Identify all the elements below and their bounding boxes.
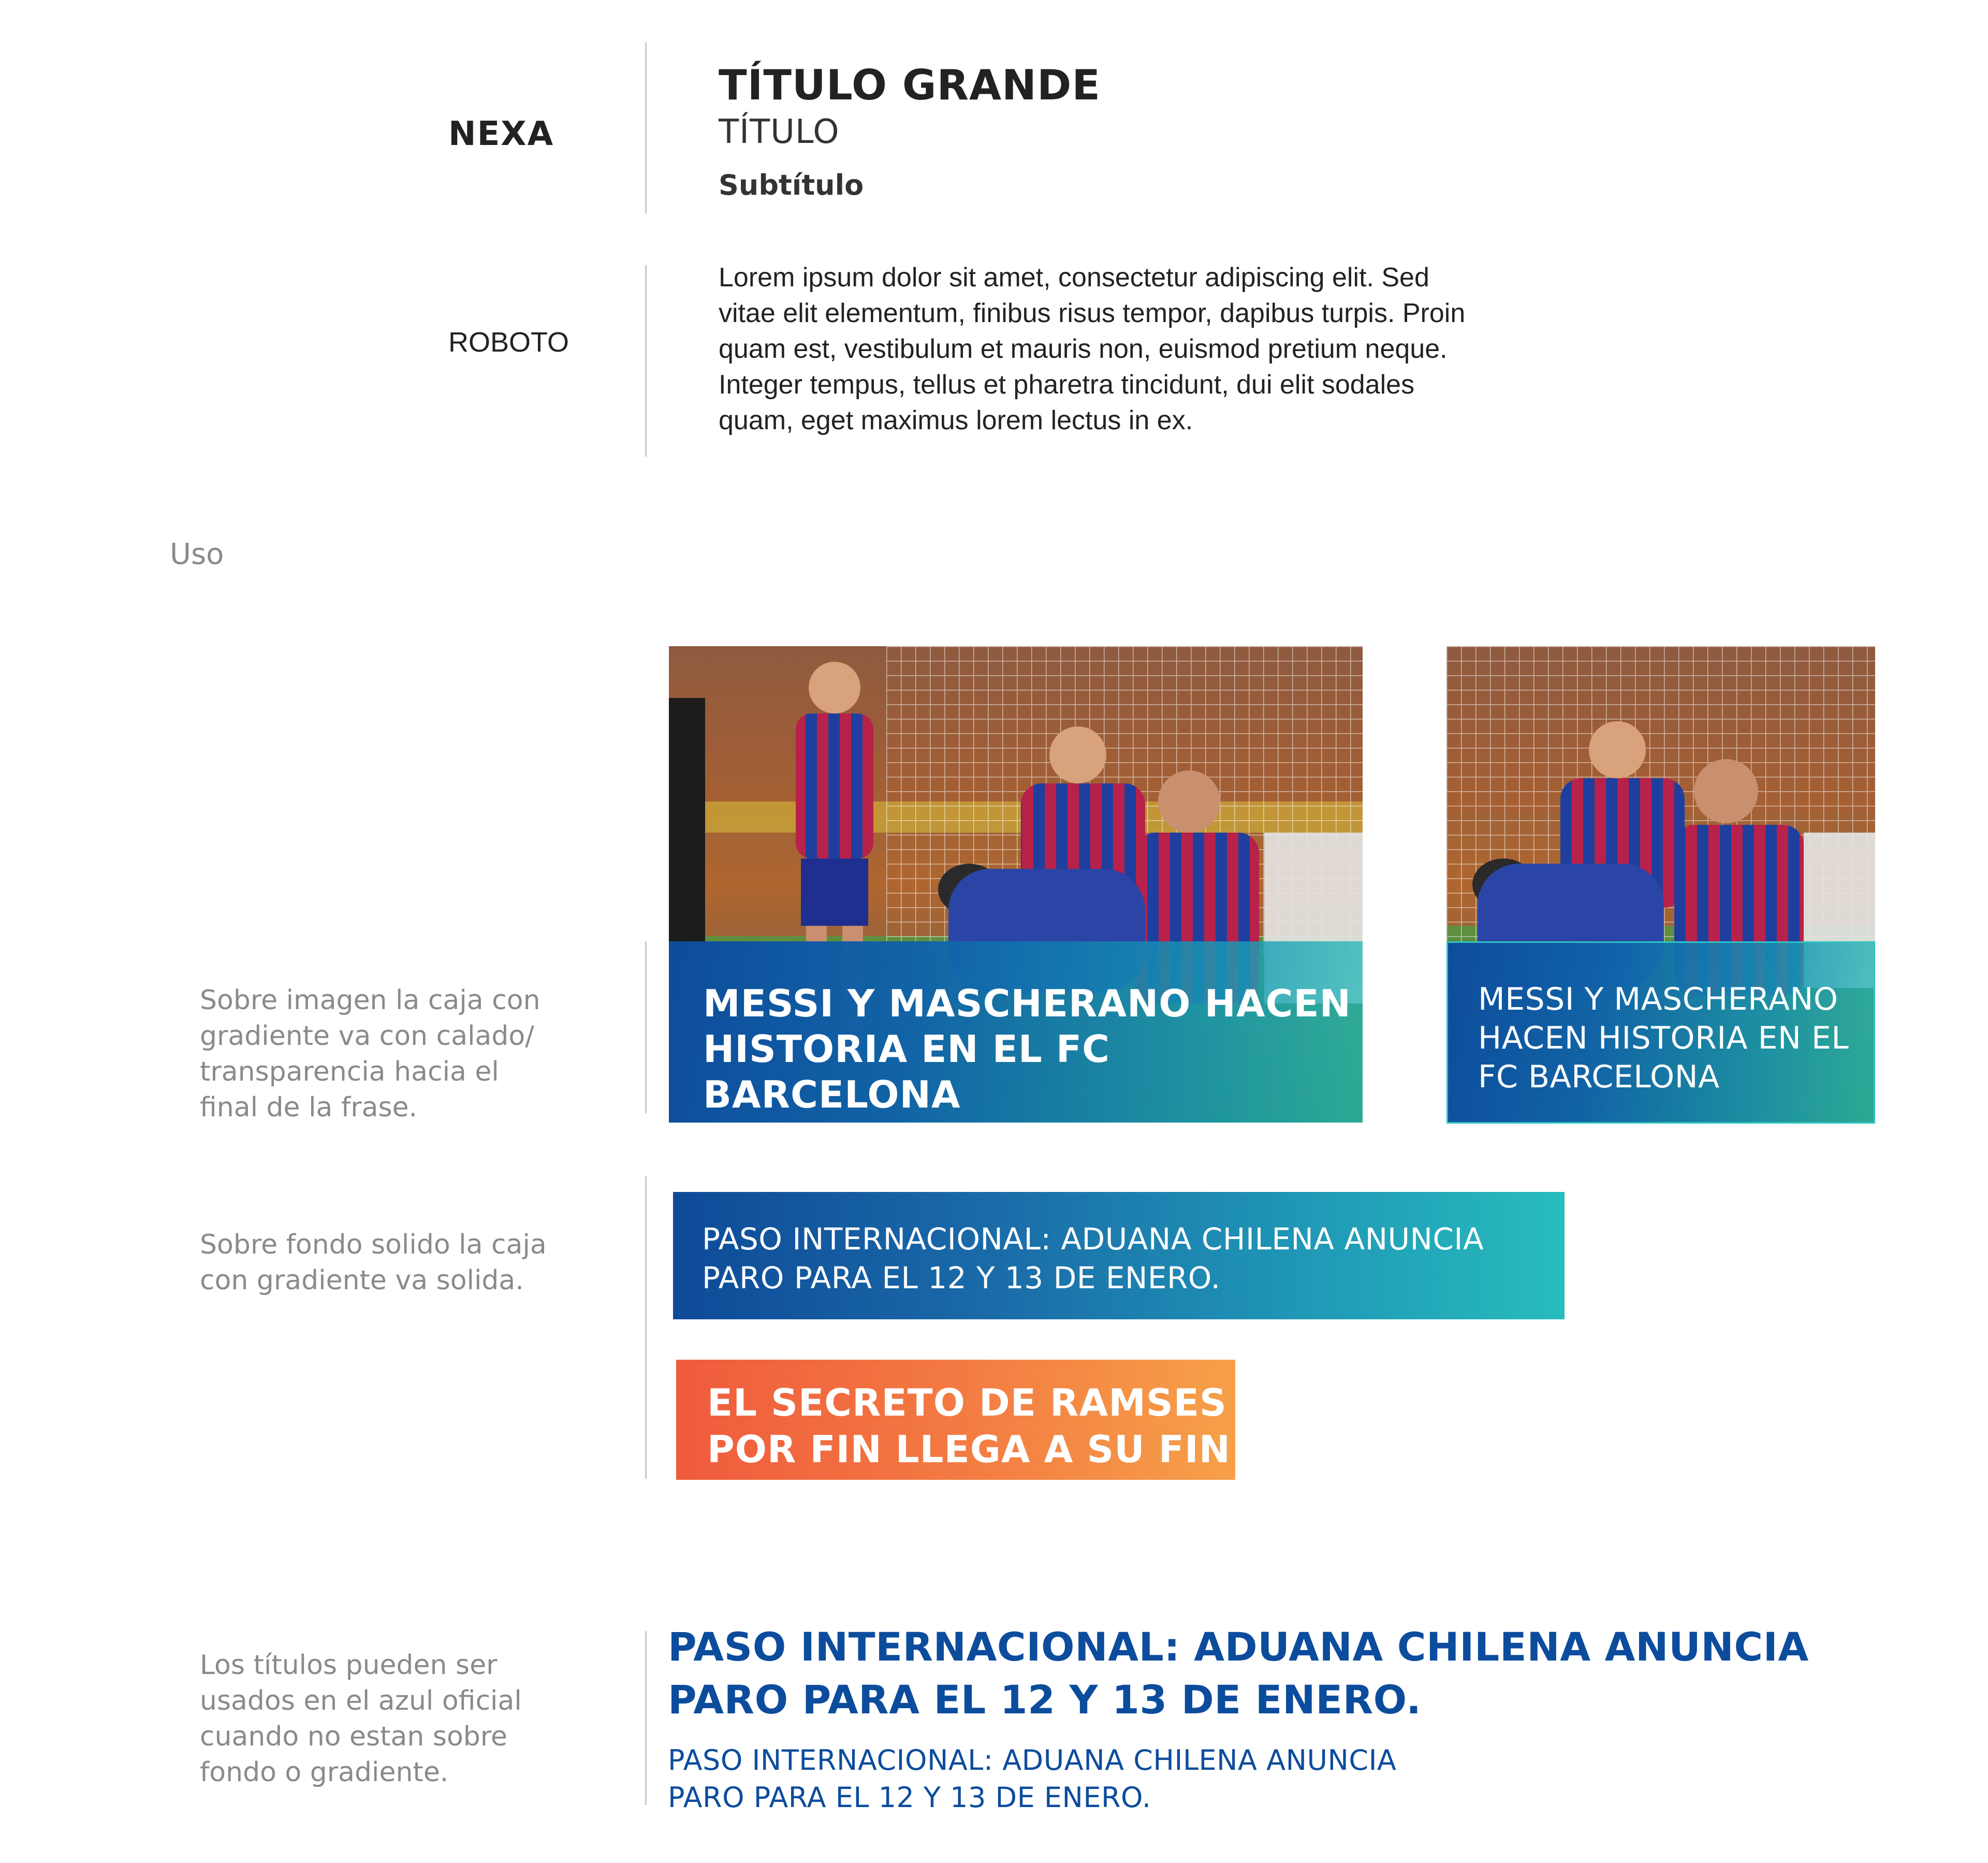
title-line: PARO PARA EL 12 Y 13 DE ENERO.	[668, 1781, 1151, 1814]
sample-titulo-grande: TÍTULO GRANDE	[719, 61, 1101, 109]
official-blue-title-small	[668, 1742, 1397, 1816]
headline-box-orange	[676, 1360, 1235, 1480]
body-line: vitae elit elementum, finibus risus tempor, dapibus turpis. Proin	[719, 298, 1466, 328]
nexa-font-label: NEXA	[448, 115, 554, 153]
headline-line: PARO PARA EL 12 Y 13 DE ENERO.	[702, 1260, 1221, 1296]
headline-line: PASO INTERNACIONAL: ADUANA CHILENA ANUNCIA	[702, 1221, 1484, 1257]
body-line: Lorem ipsum dolor sit amet, consectetur adipiscing elit. Sed	[719, 263, 1429, 293]
note-line: fondo o gradiente.	[200, 1757, 449, 1788]
title-line: PARO PARA EL 12 Y 13 DE ENERO.	[668, 1677, 1422, 1723]
solid-box-note	[200, 1227, 547, 1299]
official-blue-title-large	[668, 1621, 1809, 1726]
headline-line: POR FIN LLEGA A SU FIN	[707, 1428, 1231, 1471]
note-line: con gradiente va solida.	[200, 1265, 524, 1296]
sample-titulo: TÍTULO	[719, 113, 840, 151]
title-line: PASO INTERNACIONAL: ADUANA CHILENA ANUNCIA	[668, 1624, 1809, 1670]
roboto-font-label: ROBOTO	[448, 327, 569, 358]
body-line: quam, eget maximus lorem lectus in ex.	[719, 405, 1193, 435]
headline-line: FC BARCELONA	[1478, 1059, 1720, 1095]
body-line: Integer tempus, tellus et pharetra tincidunt, dui elit sodales	[719, 370, 1415, 400]
note-line: cuando no estan sobre	[200, 1721, 507, 1752]
image-box-note	[200, 983, 540, 1126]
note-line: Sobre imagen la caja con	[200, 985, 540, 1016]
nexa-divider	[645, 42, 647, 213]
headline-line: MESSI Y MASCHERANO HACEN	[703, 982, 1351, 1025]
note-line: gradiente va con calado/	[200, 1021, 534, 1052]
sample-subtitulo: Subtítulo	[719, 169, 864, 201]
roboto-body-sample	[719, 260, 1465, 439]
headline-box-square	[1446, 941, 1875, 1124]
note-line: usados en el azul oficial	[200, 1685, 522, 1716]
note-line: Los títulos pueden ser	[200, 1650, 498, 1681]
official-blue-note	[200, 1648, 522, 1791]
solid-note-divider	[645, 1176, 647, 1479]
title-line: PASO INTERNACIONAL: ADUANA CHILENA ANUNCIA	[668, 1744, 1397, 1777]
note-line: transparencia hacia el	[200, 1056, 499, 1087]
image-note-divider	[645, 941, 647, 1113]
headline-line: HACEN HISTORIA EN EL	[1478, 1020, 1849, 1056]
roboto-divider	[645, 265, 647, 457]
note-line: Sobre fondo solido la caja	[200, 1229, 547, 1260]
headline-line: EL SECRETO DE RAMSES	[707, 1381, 1227, 1424]
usage-heading: Uso	[170, 537, 224, 571]
official-blue-divider	[645, 1631, 647, 1805]
headline-line: HISTORIA EN EL FC BARCELONA	[703, 1027, 1110, 1116]
body-line: quam est, vestibulum et mauris non, euismod pretium neque.	[719, 334, 1448, 364]
headline-box-solid-blue	[673, 1192, 1565, 1319]
note-line: final de la frase.	[200, 1092, 418, 1123]
headline-box-wide	[669, 941, 1363, 1123]
headline-line: MESSI Y MASCHERANO	[1478, 981, 1838, 1017]
